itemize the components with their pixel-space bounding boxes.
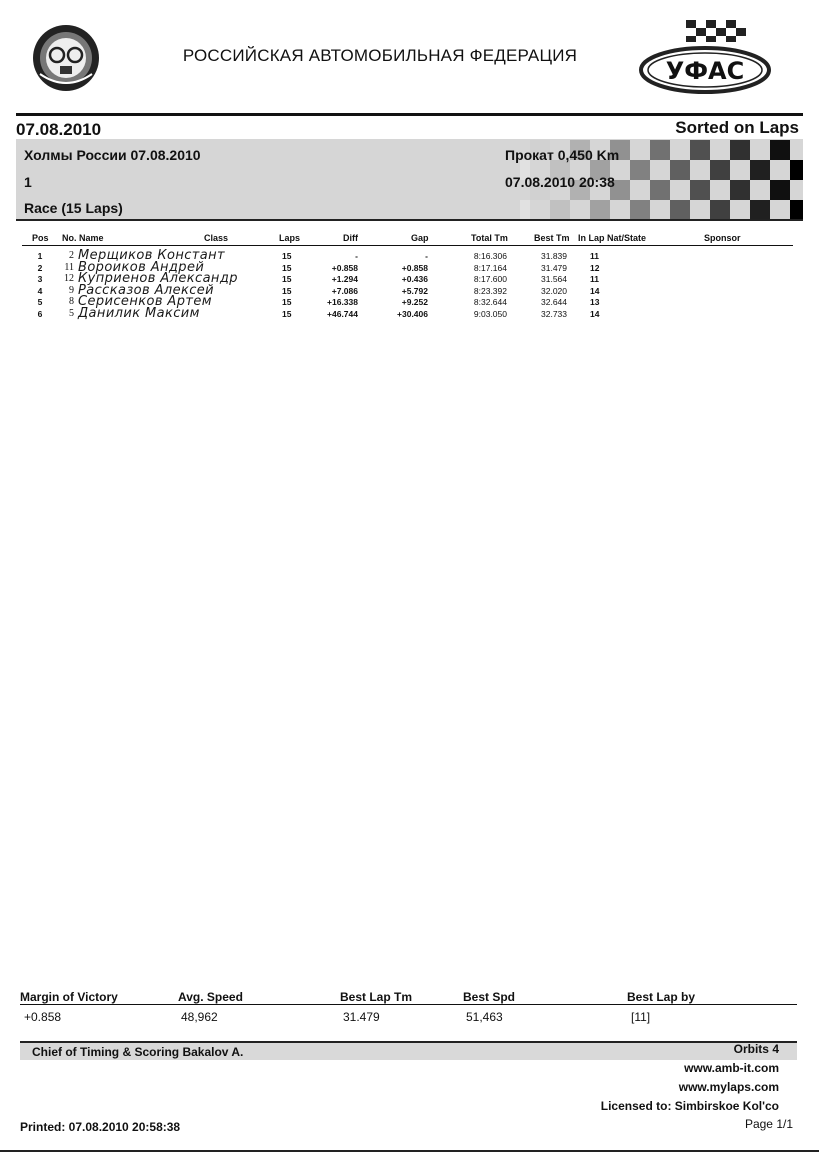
row-number: 5 xyxy=(69,307,74,319)
row-in-lap: 11 xyxy=(590,274,599,284)
event-datetime: 07.08.2010 20:38 xyxy=(505,174,615,190)
row-driver-name: Мерщиков Констант xyxy=(78,248,226,263)
row-number: 2 xyxy=(69,250,74,261)
row-best-time: 32.644 xyxy=(541,297,567,307)
ufas-logo xyxy=(636,18,774,96)
orbits-version: Orbits 4 xyxy=(733,1042,779,1056)
row-pos: 4 xyxy=(37,285,43,296)
row-number: 9 xyxy=(69,284,74,296)
header-best-time: Best Tm xyxy=(534,233,570,243)
summary-best-spd-value: 51,463 xyxy=(466,1010,503,1024)
row-driver-name: Данилик Максим xyxy=(78,305,200,321)
summary-divider xyxy=(20,1004,797,1005)
row-in-lap: 13 xyxy=(590,297,600,307)
row-total-time: 8:23.392 xyxy=(473,285,507,296)
row-pos: 1 xyxy=(37,251,43,261)
row-laps: 15 xyxy=(282,262,292,273)
summary-speed-label: Avg. Speed xyxy=(178,990,243,1004)
row-total-time: 8:32.644 xyxy=(473,297,507,307)
row-driver-name: Куприенов Александр xyxy=(78,271,238,286)
row-laps: 15 xyxy=(282,297,292,307)
header-no-name: No. Name xyxy=(62,233,104,243)
summary-best-lap-tm-value: 31.479 xyxy=(343,1010,380,1024)
summary-margin-label: Margin of Victory xyxy=(20,990,118,1004)
row-total-time: 8:17.164 xyxy=(473,262,507,273)
row-gap: +30.406 xyxy=(397,308,428,319)
header-class: Class xyxy=(204,233,229,243)
ufas-logo-text: УФАС xyxy=(665,57,745,85)
report-date: 07.08.2010 xyxy=(16,120,102,139)
row-pos: 6 xyxy=(37,308,43,319)
row-number: 11 xyxy=(64,261,74,273)
row-driver-name: Вороиков Андрей xyxy=(78,259,205,275)
row-number: 12 xyxy=(64,273,74,284)
header-pos: Pos xyxy=(32,233,49,243)
row-total-time: 8:17.600 xyxy=(473,274,507,284)
printed-timestamp: Printed: 07.08.2010 20:58:38 xyxy=(20,1120,181,1134)
row-total-time: 9:03.050 xyxy=(473,308,507,319)
row-laps: 15 xyxy=(282,308,292,319)
header-laps: Laps xyxy=(279,233,301,243)
row-laps: 15 xyxy=(282,274,292,284)
row-best-time: 31.564 xyxy=(541,274,567,284)
header-diff: Diff xyxy=(343,233,358,243)
event-name: Холмы России 07.08.2010 xyxy=(24,147,201,163)
summary-margin-value: +0.858 xyxy=(24,1010,62,1024)
summary-best-lap-tm-label: Best Lap Tm xyxy=(340,990,413,1004)
event-number: 1 xyxy=(24,174,32,190)
row-diff: +0.858 xyxy=(331,262,358,273)
row-gap: +0.436 xyxy=(401,274,428,284)
row-pos: 3 xyxy=(37,274,43,284)
track-length: Прокат 0,450 Km xyxy=(505,147,620,163)
licensed-to: Licensed to: Simbirskoe Kol'co xyxy=(600,1099,779,1113)
website-amb: www.amb-it.com xyxy=(684,1061,779,1075)
website-mylaps: www.mylaps.com xyxy=(678,1080,779,1094)
row-in-lap: 11 xyxy=(590,251,599,261)
federation-emblem xyxy=(30,22,102,94)
row-diff: +1.294 xyxy=(331,274,358,284)
page-number: Page 1/1 xyxy=(744,1117,793,1131)
row-gap: +5.792 xyxy=(401,285,428,296)
row-total-time: 8:16.306 xyxy=(473,251,507,261)
row-diff: +16.338 xyxy=(327,297,358,307)
bottom-divider xyxy=(0,1150,819,1152)
sort-label: Sorted on Laps xyxy=(675,118,799,137)
header-divider xyxy=(22,245,793,246)
header-inlap-nat: In Lap Nat/State xyxy=(578,233,647,243)
row-driver-name: Серисенков Артем xyxy=(78,294,212,309)
row-best-time: 31.839 xyxy=(541,251,567,261)
summary-best-lap-by-label: Best Lap by xyxy=(627,990,696,1004)
row-driver-name: Рассказов Алексей xyxy=(78,282,215,298)
header-gap: Gap xyxy=(411,233,429,243)
row-number: 8 xyxy=(69,296,74,307)
summary-speed-value: 48,962 xyxy=(181,1010,218,1024)
row-laps: 15 xyxy=(282,285,292,296)
row-gap: +9.252 xyxy=(401,297,428,307)
header-total-time: Total Tm xyxy=(471,233,508,243)
row-gap: - xyxy=(425,251,428,261)
race-description: Race (15 Laps) xyxy=(24,200,123,216)
row-laps: 15 xyxy=(282,251,292,261)
row-best-time: 32.733 xyxy=(541,308,567,319)
row-in-lap: 14 xyxy=(590,308,600,319)
row-diff: +7.086 xyxy=(331,285,358,296)
row-pos: 5 xyxy=(37,297,43,307)
row-gap: +0.858 xyxy=(401,262,428,273)
row-best-time: 31.479 xyxy=(541,262,567,273)
header-sponsor: Sponsor xyxy=(704,233,741,243)
row-diff: +46.744 xyxy=(327,308,358,319)
row-pos: 2 xyxy=(37,262,43,273)
summary-best-lap-by-value: [11] xyxy=(631,1010,651,1024)
organization-name: РОССИЙСКАЯ АВТОМОБИЛЬНАЯ ФЕДЕРАЦИЯ xyxy=(182,46,578,65)
chief-of-timing: Chief of Timing & Scoring Bakalov A. xyxy=(32,1045,244,1059)
top-divider xyxy=(16,113,803,116)
row-in-lap: 14 xyxy=(590,285,600,296)
summary-best-spd-label: Best Spd xyxy=(463,990,516,1004)
row-best-time: 32.020 xyxy=(541,285,567,296)
row-in-lap: 12 xyxy=(590,262,600,273)
row-diff: - xyxy=(355,251,358,261)
